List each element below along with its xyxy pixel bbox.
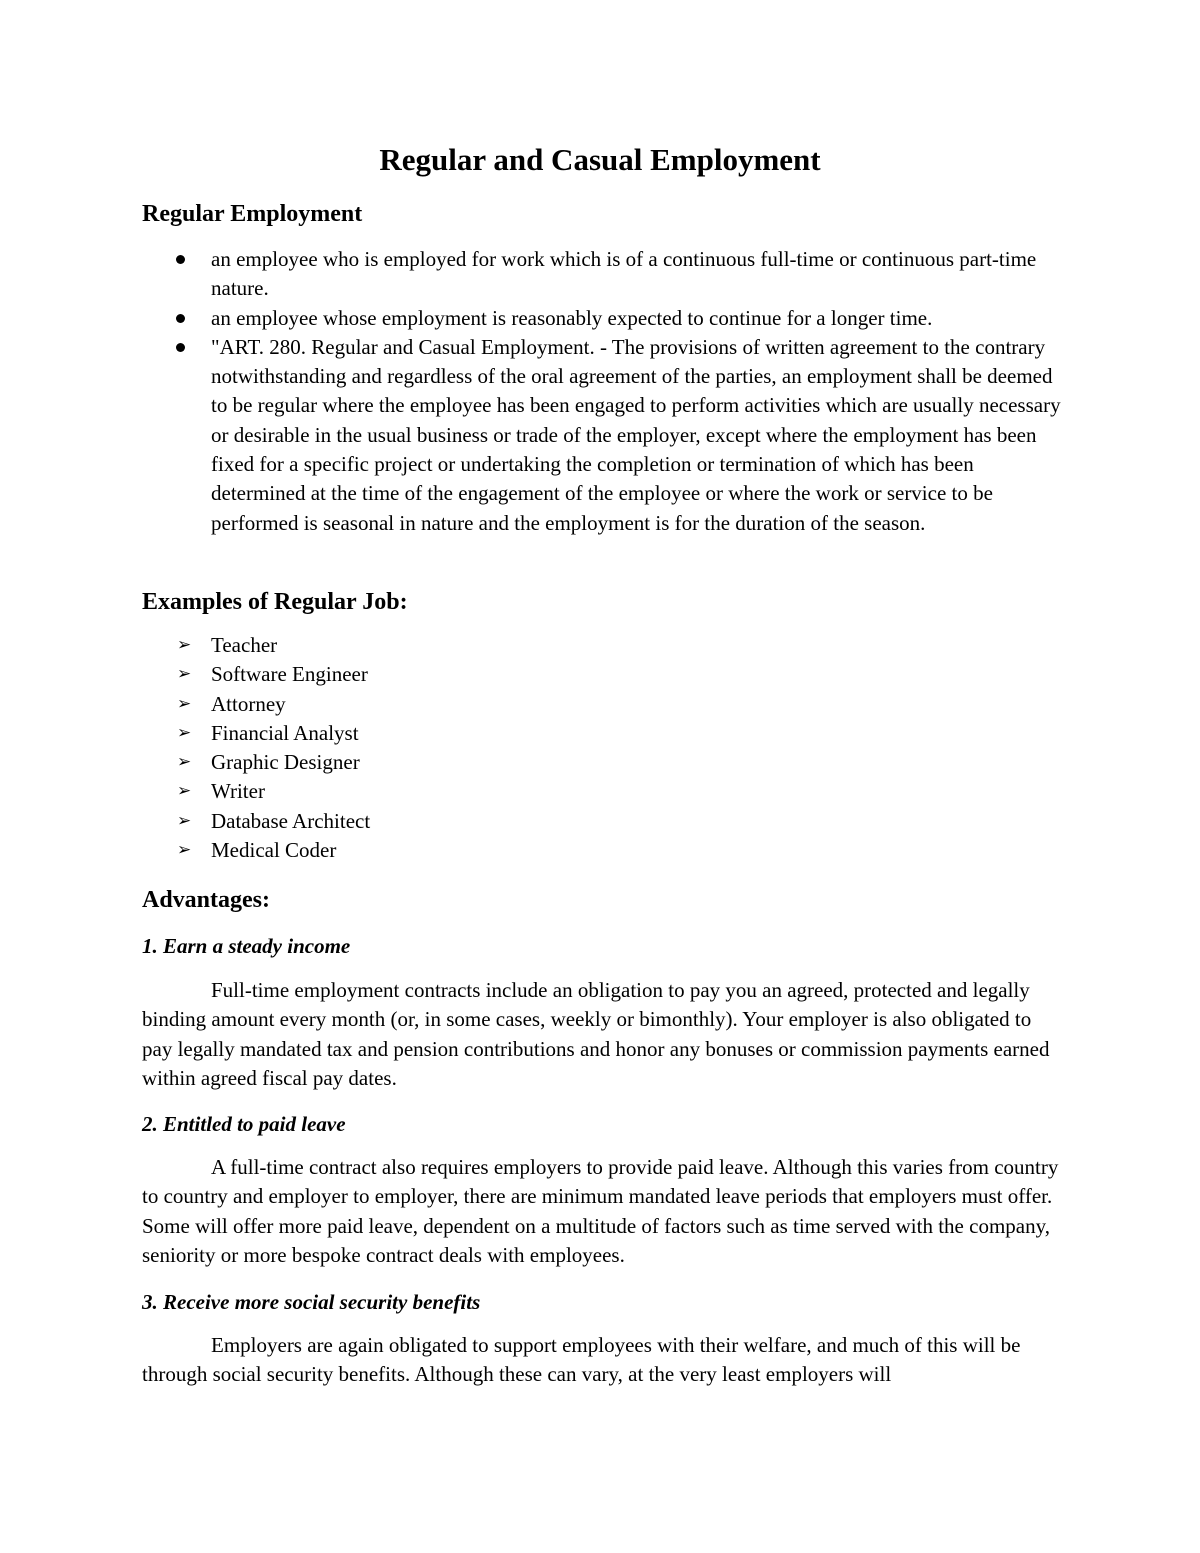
- bullet-dot-icon: [176, 343, 185, 352]
- list-item-text: Writer: [211, 779, 265, 804]
- advantage-paragraph: A full-time contract also requires employers to provide paid leave. Although this varies from country to country and employer to employer, there are minimum mandated leave periods that employers must offer. Some will offer more paid leave, dependent on a multitude of factors such as time served with the company, seniority or more bespoke contract deals with employees.: [142, 1155, 1059, 1267]
- list-item: [142, 333, 1072, 538]
- advantage-title: 3. Receive more social security benefits: [142, 1290, 481, 1314]
- list-item: [142, 748, 370, 777]
- list-item: [142, 836, 370, 865]
- list-item-text: "ART. 280. Regular and Casual Employment. - The provisions of written agreement to the contrary notwithstanding and regardless of the oral agreement of the parties, an employment shall be deemed to be regular where the employee has been engaged to perform activities which are usually necessary or desirable in the usual business or trade of the employer, except where the employment has been fixed for a specific project or undertaking the completion or termination of which has been determined at the time of the engagement of the employee or where the work or service to be performed is seasonal in nature and the employment is for the duration of the season.: [211, 334, 1061, 535]
- list-item-text: an employee who is employed for work which is of a continuous full-time or continuous part-time nature.: [211, 247, 1037, 301]
- advantage-paragraph: Employers are again obligated to support employees with their welfare, and much of this will be through social security benefits. Although these can vary, at the very least employers will: [142, 1333, 1021, 1387]
- regular-employment-heading: Regular Employment: [142, 201, 363, 227]
- list-item: [142, 631, 370, 660]
- bullet-dot-icon: [176, 255, 185, 264]
- list-item: [142, 777, 370, 806]
- advantages-heading: Advantages:: [142, 887, 271, 913]
- list-item-text: Software Engineer: [211, 662, 368, 687]
- arrowhead-bullet-icon: ➢: [177, 664, 192, 685]
- list-item: [142, 660, 370, 689]
- list-item-text: Database Architect: [211, 808, 371, 833]
- list-item-text: Teacher: [211, 633, 278, 657]
- arrowhead-bullet-icon: ➢: [177, 693, 192, 714]
- list-item: [142, 690, 370, 719]
- advantage-title: 1. Earn a steady income: [142, 934, 351, 958]
- arrowhead-bullet-icon: ➢: [177, 752, 192, 773]
- list-item-text: Financial Analyst: [211, 720, 359, 745]
- arrowhead-bullet-icon: ➢: [177, 635, 192, 655]
- list-item-text: Attorney: [211, 691, 286, 716]
- advantage-paragraph: Full-time employment contracts include an obligation to pay you an agreed, protected and legally binding amount every month (or, in some cases, weekly or bimonthly). Your employer is also obligated to pay legally mandated tax and pension contributions and honor any bonuses or commission payments earned within agreed fiscal pay dates.: [142, 978, 1050, 1090]
- regular-employment-list: [142, 245, 1072, 538]
- list-item: [142, 719, 370, 748]
- examples-list: [142, 631, 370, 865]
- page-title: Regular and Casual Employment: [379, 142, 821, 177]
- arrowhead-bullet-icon: ➢: [177, 840, 192, 861]
- list-item: [142, 304, 1072, 333]
- list-item: [142, 245, 1072, 304]
- bullet-dot-icon: [176, 314, 185, 323]
- arrowhead-bullet-icon: ➢: [177, 810, 192, 831]
- arrowhead-bullet-icon: ➢: [177, 781, 192, 802]
- advantage-title: 2. Entitled to paid leave: [142, 1112, 346, 1136]
- examples-heading: Examples of Regular Job:: [142, 589, 408, 615]
- arrowhead-bullet-icon: ➢: [177, 722, 192, 743]
- list-item-text: Graphic Designer: [211, 750, 360, 775]
- list-item-text: Medical Coder: [211, 838, 337, 863]
- list-item-text: an employee whose employment is reasonably expected to continue for a longer time.: [211, 305, 933, 330]
- list-item: [142, 807, 370, 836]
